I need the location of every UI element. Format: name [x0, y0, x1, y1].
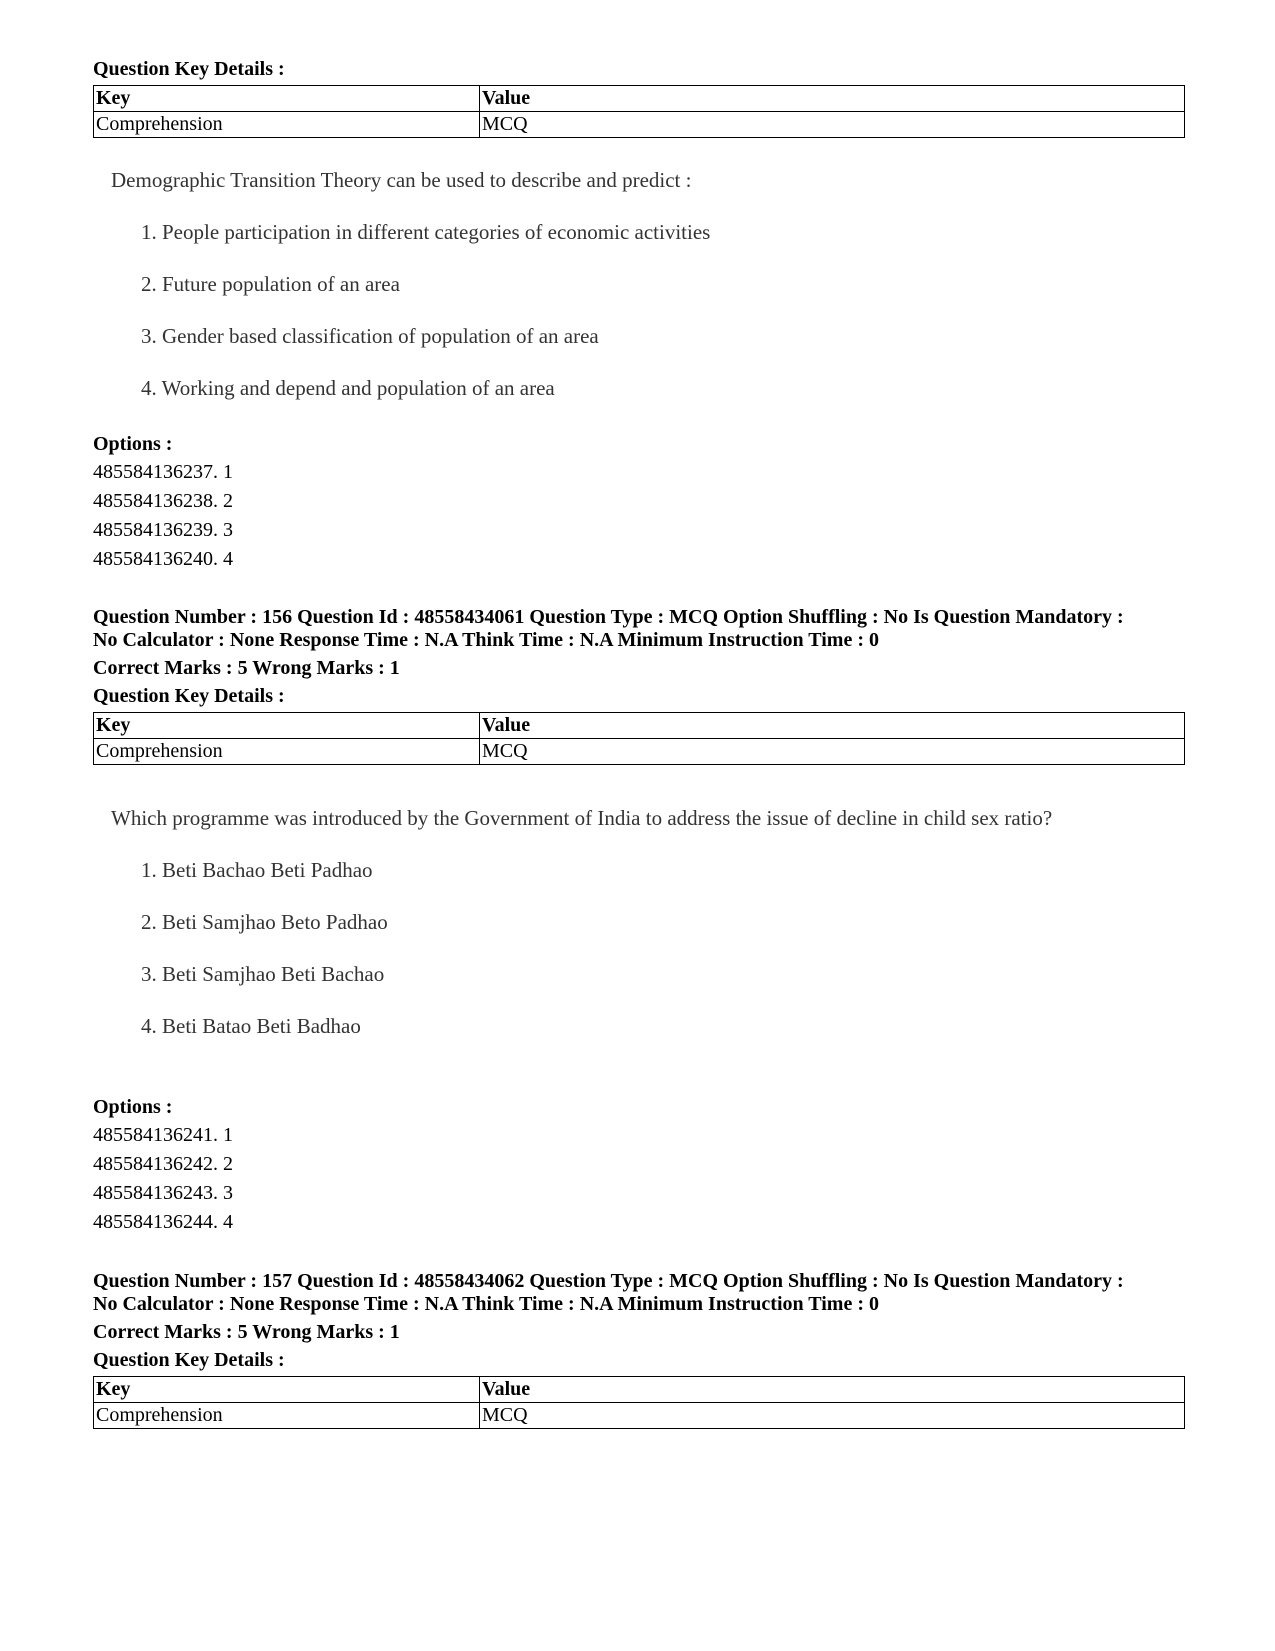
table-row — [94, 112, 1185, 138]
options-section-155 — [93, 433, 233, 574]
key-details-label: Question Key Details : — [93, 1349, 285, 1371]
key-details-label: Question Key Details : — [93, 58, 285, 80]
header-key: Key — [94, 1377, 480, 1403]
question-stem: Demographic Transition Theory can be used to describe and predict : — [111, 168, 692, 192]
table-row — [94, 739, 1185, 765]
cell-value: MCQ — [480, 112, 1185, 138]
header-value: Value — [480, 713, 1185, 739]
list-item: 2. Future population of an area — [141, 272, 400, 296]
table-header-row — [94, 86, 1185, 112]
question-block-155 — [93, 58, 1185, 138]
option-item: 485584136241. 1 — [93, 1124, 233, 1146]
options-list — [93, 458, 233, 574]
marks-line: Correct Marks : 5 Wrong Marks : 1 — [93, 657, 400, 679]
cell-key: Comprehension — [94, 739, 480, 765]
question-meta-line2: No Calculator : None Response Time : N.A Think Time : N.A Minimum Instruction Time : 0 — [93, 1293, 879, 1315]
question-meta-line2: No Calculator : None Response Time : N.A Think Time : N.A Minimum Instruction Time : 0 — [93, 629, 879, 651]
question-content-155 — [111, 167, 1121, 402]
key-details-table — [93, 712, 1185, 765]
table-header-row — [94, 1377, 1185, 1403]
list-item: 3. Gender based classification of population of an area — [141, 324, 599, 348]
options-list — [93, 1121, 233, 1237]
option-item: 485584136243. 3 — [93, 1182, 233, 1204]
option-item: 485584136237. 1 — [93, 461, 233, 483]
question-item-list — [111, 857, 1121, 1040]
options-label: Options : — [93, 1096, 173, 1118]
cell-key: Comprehension — [94, 112, 480, 138]
options-section-156 — [93, 1096, 233, 1237]
question-content-156 — [111, 805, 1121, 1040]
list-item: 2. Beti Samjhao Beto Padhao — [141, 910, 388, 934]
option-item: 485584136238. 2 — [93, 490, 233, 512]
header-value: Value — [480, 1377, 1185, 1403]
options-label: Options : — [93, 433, 173, 455]
table-row — [94, 1403, 1185, 1429]
option-item: 485584136239. 3 — [93, 519, 233, 541]
list-item: 4. Beti Batao Beti Badhao — [141, 1014, 361, 1038]
option-item: 485584136240. 4 — [93, 548, 233, 570]
question-block-157 — [93, 1270, 1185, 1429]
header-key: Key — [94, 713, 480, 739]
option-item: 485584136244. 4 — [93, 1211, 233, 1233]
key-details-table — [93, 1376, 1185, 1429]
question-item-list — [111, 219, 1121, 402]
header-value: Value — [480, 86, 1185, 112]
list-item: 4. Working and depend and population of an area — [141, 376, 555, 400]
cell-value: MCQ — [480, 1403, 1185, 1429]
cell-key: Comprehension — [94, 1403, 480, 1429]
key-details-table — [93, 85, 1185, 138]
list-item: 3. Beti Samjhao Beti Bachao — [141, 962, 385, 986]
option-item: 485584136242. 2 — [93, 1153, 233, 1175]
table-header-row — [94, 713, 1185, 739]
question-block-156 — [93, 606, 1185, 765]
question-meta-line1: Question Number : 156 Question Id : 48558434061 Question Type : MCQ Option Shuffling : No Is Question Mandatory : — [93, 606, 1124, 628]
cell-value: MCQ — [480, 739, 1185, 765]
list-item: 1. Beti Bachao Beti Padhao — [141, 858, 373, 882]
key-details-label: Question Key Details : — [93, 685, 285, 707]
question-meta-line1: Question Number : 157 Question Id : 48558434062 Question Type : MCQ Option Shuffling : No Is Question Mandatory : — [93, 1270, 1124, 1292]
marks-line: Correct Marks : 5 Wrong Marks : 1 — [93, 1321, 400, 1343]
list-item: 1. People participation in different categories of economic activities — [141, 220, 711, 244]
header-key: Key — [94, 86, 480, 112]
question-stem: Which programme was introduced by the Government of India to address the issue of decline in child sex ratio? — [111, 806, 1053, 830]
